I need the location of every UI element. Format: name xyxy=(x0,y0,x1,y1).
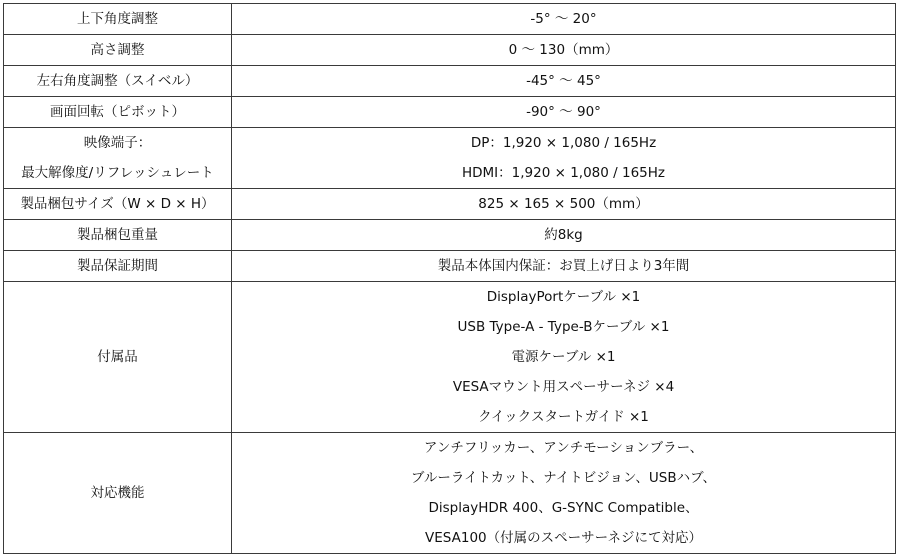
spec-label-line: 最大解像度/リフレッシュレート xyxy=(21,165,214,181)
spec-row-swivel xyxy=(4,66,896,97)
spec-label: 製品梱包重量 xyxy=(4,220,232,251)
spec-label: 製品梱包サイズ（W × D × H） xyxy=(4,189,232,220)
spec-row-package-weight xyxy=(4,220,896,251)
spec-value: 0 ～ 130（mm） xyxy=(232,35,896,66)
spec-value xyxy=(232,282,896,433)
spec-value-line: アンチフリッカー、アンチモーションブラー、 xyxy=(423,440,704,456)
spec-value-line: ブルーライトカット、ナイトビジョン、USBハブ、 xyxy=(410,470,717,486)
spec-label: 左右角度調整（スイベル） xyxy=(4,66,232,97)
spec-value: 製品本体国内保証：お買上げ日より3年間 xyxy=(232,251,896,282)
spec-value-line: クイックスタートガイド ×1 xyxy=(478,409,649,425)
spec-value: -5° ～ 20° xyxy=(232,4,896,35)
spec-label-line: 映像端子： xyxy=(83,135,152,151)
spec-label: 付属品 xyxy=(4,282,232,433)
spec-row-features xyxy=(4,433,896,554)
spec-label xyxy=(4,128,232,189)
spec-label: 上下角度調整 xyxy=(4,4,232,35)
spec-value-line: USB Type-A - Type-Bケーブル ×1 xyxy=(457,319,670,335)
spec-value-line: 電源ケーブル ×1 xyxy=(511,349,616,365)
spec-label: 高さ調整 xyxy=(4,35,232,66)
spec-row-video-inputs xyxy=(4,128,896,189)
spec-value-line: DisplayPortケーブル ×1 xyxy=(486,289,641,305)
spec-row-tilt xyxy=(4,4,896,35)
spec-row-accessories xyxy=(4,282,896,433)
spec-row-package-size xyxy=(4,189,896,220)
spec-value xyxy=(232,128,896,189)
spec-label: 製品保証期間 xyxy=(4,251,232,282)
spec-value: 825 × 165 × 500（mm） xyxy=(232,189,896,220)
spec-value-line: DP：1,920 × 1,080 / 165Hz xyxy=(470,135,657,151)
spec-row-height xyxy=(4,35,896,66)
spec-value-line: DisplayHDR 400、G-SYNC Compatible、 xyxy=(428,500,699,516)
spec-label: 画面回転（ピボット） xyxy=(4,97,232,128)
spec-table xyxy=(3,3,896,554)
spec-value: -45° ～ 45° xyxy=(232,66,896,97)
spec-value-line: HDMI：1,920 × 1,080 / 165Hz xyxy=(461,165,665,181)
spec-row-warranty xyxy=(4,251,896,282)
spec-value-line: VESAマウント用スペーサーネジ ×4 xyxy=(452,379,675,395)
spec-value xyxy=(232,433,896,554)
spec-label: 対応機能 xyxy=(4,433,232,554)
spec-value: -90° ～ 90° xyxy=(232,97,896,128)
spec-value: 約8kg xyxy=(232,220,896,251)
spec-row-pivot xyxy=(4,97,896,128)
spec-value-line: VESA100（付属のスペーサーネジにて対応） xyxy=(425,530,702,546)
